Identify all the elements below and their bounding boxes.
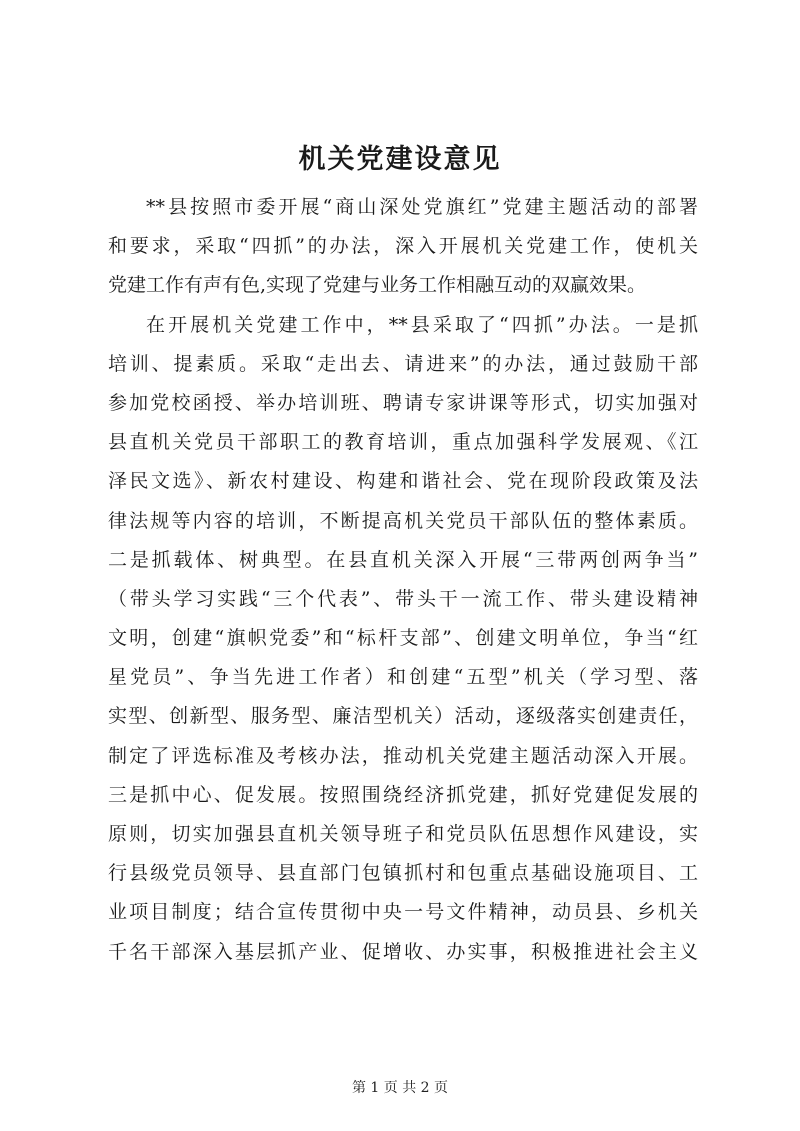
text-line: 行县级党员领导、县直部门包镇抓村和包重点基础设施项目、工 [108, 862, 698, 885]
text-line: 县直机关党员干部职工的教育培训，重点加强科学发展观、《江 [108, 431, 698, 454]
text-line: 党建工作有声有色,实现了党建与业务工作相融互动的双赢效果。 [108, 274, 647, 297]
text-line: 原则，切实加强县直机关领导班子和党员队伍思想作风建设，实 [108, 823, 698, 845]
text-line: 制定了评选标准及考核办法，推动机关党建主题活动深入开展。 [108, 744, 698, 767]
page-footer: 第 1 页 共 2 页 [351, 1080, 449, 1096]
text-line: 二是抓载体、树典型。在县直机关深入开展“三带两创两争当” [108, 548, 698, 571]
text-line: 泽民文选》、新农村建设、构建和谐社会、党在现阶段政策及法 [108, 470, 698, 493]
text-line: 业项目制度；结合宣传贯彻中央一号文件精神，动员县、乡机关 [108, 901, 698, 924]
paragraph-four-measures [108, 306, 698, 972]
text-line: 在开展机关党建工作中，**县采取了“四抓”办法。一是抓 [146, 313, 698, 336]
text-line: 三是抓中心、促发展。按照围绕经济抓党建，抓好党建促发展的 [108, 783, 698, 806]
text-line: 星党员”、争当先进工作者）和创建“五型”机关（学习型、落 [108, 666, 698, 689]
paragraph-intro [108, 188, 698, 306]
text-line: **县按照市委开展“商山深处党旗红”党建主题活动的部署 [146, 196, 698, 218]
text-line: 参加党校函授、举办培训班、聘请专家讲课等形式，切实加强对 [108, 391, 698, 414]
text-line: （带头学习实践“三个代表”、带头干一流工作、带头建设精神 [108, 587, 698, 610]
document-title: 机关党建设意见 [298, 144, 502, 175]
text-line: 培训、提素质。采取“走出去、请进来”的办法，通过鼓励干部 [108, 352, 698, 375]
text-line: 实型、创新型、服务型、廉洁型机关）活动，逐级落实创建责任， [108, 705, 698, 728]
text-line: 千名干部深入基层抓产业、促增收、办实事，积极推进社会主义 [108, 940, 698, 963]
text-line: 文明，创建“旗帜党委”和“标杆支部”、创建文明单位，争当“红 [108, 627, 698, 650]
document-body [108, 188, 698, 972]
text-line: 和要求，采取“四抓”的办法，深入开展机关党建工作，使机关 [108, 235, 698, 258]
text-line: 律法规等内容的培训，不断提高机关党员干部队伍的整体素质。 [108, 509, 698, 532]
